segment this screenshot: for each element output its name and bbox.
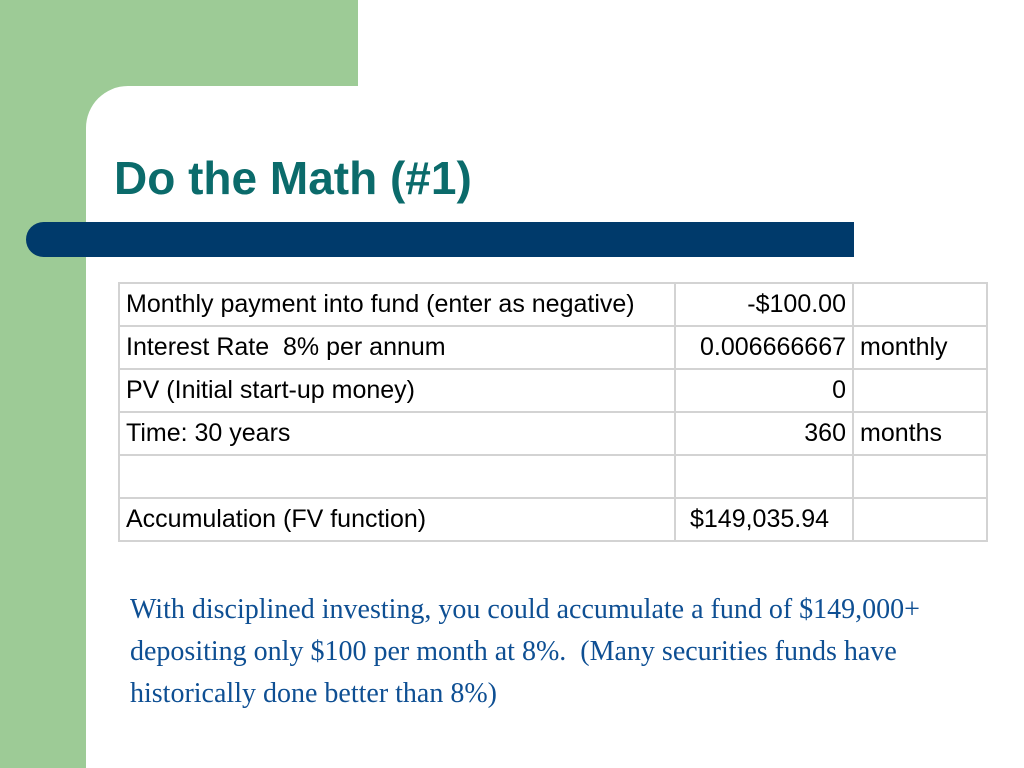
calculation-table bbox=[118, 282, 982, 533]
row-label bbox=[119, 455, 675, 498]
table-row bbox=[119, 498, 987, 541]
row-unit bbox=[853, 498, 987, 541]
row-unit: monthly bbox=[853, 326, 987, 369]
table-row bbox=[119, 283, 987, 326]
table-row bbox=[119, 412, 987, 455]
table-row bbox=[119, 369, 987, 412]
table-row bbox=[119, 326, 987, 369]
row-label: PV (Initial start-up money) bbox=[119, 369, 675, 412]
row-unit bbox=[853, 283, 987, 326]
row-value: -$100.00 bbox=[675, 283, 853, 326]
row-value bbox=[675, 455, 853, 498]
row-unit bbox=[853, 369, 987, 412]
table-row-empty bbox=[119, 455, 987, 498]
row-unit bbox=[853, 455, 987, 498]
row-label: Accumulation (FV function) bbox=[119, 498, 675, 541]
row-value: 360 bbox=[675, 412, 853, 455]
row-value: $149,035.94 bbox=[675, 498, 853, 541]
row-label: Interest Rate 8% per annum bbox=[119, 326, 675, 369]
slide-title: Do the Math (#1) bbox=[114, 152, 472, 204]
row-value: 0.006666667 bbox=[675, 326, 853, 369]
title-underline-bar bbox=[26, 222, 854, 257]
summary-note: With disciplined investing, you could accumulate a fund of $149,000+ depositing only $100 per month at 8%. (Many securities funds have historically done better than 8%) bbox=[130, 594, 927, 709]
row-value: 0 bbox=[675, 369, 853, 412]
row-unit: months bbox=[853, 412, 987, 455]
row-label: Time: 30 years bbox=[119, 412, 675, 455]
row-label: Monthly payment into fund (enter as negative) bbox=[119, 283, 675, 326]
